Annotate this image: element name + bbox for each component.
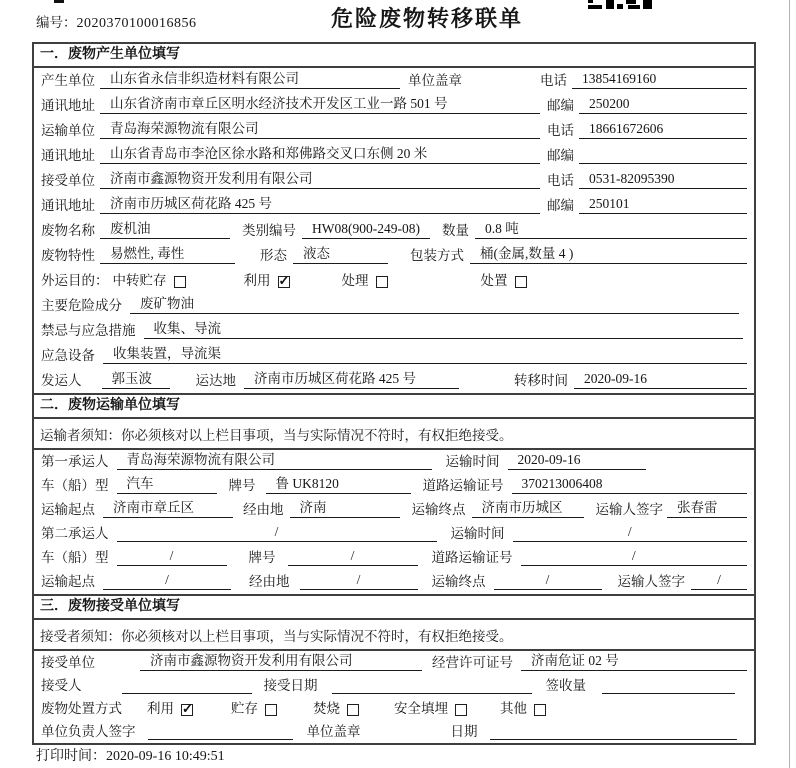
taboo-label: 禁忌与应急措施: [41, 323, 136, 338]
transfer-time-value: 2020-09-16: [574, 371, 747, 389]
checkbox-storage: [265, 704, 277, 716]
scan-artifact: [54, 0, 64, 3]
purpose-option-transfer: [113, 269, 186, 289]
option-label: 焚烧: [313, 701, 340, 716]
disposal-option-use: [147, 697, 193, 717]
transport-time-label: 运输时间: [445, 454, 500, 469]
address-label: 通讯地址: [41, 148, 95, 163]
option-label: 利用: [147, 701, 174, 716]
row-carrier1: [34, 450, 754, 474]
route-start-value: 济南市章丘区: [103, 496, 233, 518]
purpose-label: 外运目的：: [41, 273, 109, 288]
destination-label: 运达地: [195, 373, 236, 388]
carrier2-label: 第二承运人: [41, 526, 109, 541]
dispatcher-value: 郭玉波: [102, 367, 170, 389]
checkbox-treat: [376, 276, 388, 288]
road-license-label: 道路运输证号: [422, 478, 504, 493]
receive-person-label: 接受人: [41, 678, 82, 693]
receiver-zip: 250101: [579, 196, 747, 214]
vehicle-type-label: 车（船）型: [41, 550, 109, 565]
route-via-label: 经由地: [249, 574, 290, 589]
serial-number: [36, 11, 197, 32]
purpose-option-treat: [342, 269, 388, 289]
producer-value: 山东省永信非织造材料有限公司: [100, 67, 400, 89]
vehicle-type-value: /: [117, 548, 227, 566]
producer-phone: 13854169160: [572, 71, 747, 89]
receiver-notice: 接受者须知：你必须核对以上栏目事项，当与实际情况不符时，有权拒绝接受。: [34, 620, 754, 651]
carrier2-value: /: [117, 524, 437, 542]
category-value: HW08(900-249-08): [302, 221, 430, 239]
receiver-unit-label: 接受单位: [41, 173, 95, 188]
disposal-method-label: 废物处置方式: [41, 701, 122, 716]
packing-value: 桶(金属,数量 4 ): [470, 242, 747, 264]
phone-label: 电话: [547, 173, 574, 188]
business-license-value: 济南危证 02 号: [521, 649, 747, 671]
page-edge-line: [789, 0, 790, 768]
plate-label: 牌号: [248, 550, 276, 565]
row-disposal-method: [34, 697, 754, 720]
zip-label: 邮编: [547, 98, 574, 113]
row-hazard-component: [34, 293, 754, 318]
receiver-phone: 0531-82095390: [579, 171, 747, 189]
section3-heading: 三．废物接受单位填写: [34, 594, 754, 620]
responsible-sign-label: 单位负责人签字: [41, 724, 136, 739]
receive-date-value: [332, 679, 532, 694]
row-taboo-measures: [34, 318, 754, 343]
row-carrier2: [34, 522, 754, 546]
row-producer: [34, 68, 754, 93]
row-receiver-unit: [34, 168, 754, 193]
unit-stamp-label: 单位盖章: [306, 724, 361, 739]
unit-stamp-label: 单位盖章: [408, 73, 462, 88]
packing-label: 包装方式: [410, 248, 464, 263]
serial-value: 2020370100016856: [76, 16, 197, 31]
row-receive-person: [34, 674, 754, 697]
producer-label: 产生单位: [41, 73, 95, 88]
equipment-label: 应急设备: [41, 348, 95, 363]
producer-address-value: 山东省济南市章丘区明水经济技术开发区工业一路 501 号: [100, 92, 540, 114]
route-end-value: 济南市历城区: [472, 496, 584, 518]
producer-zip: 250200: [579, 96, 747, 114]
transporter-sign-value: /: [691, 572, 747, 590]
route-end-label: 运输终点: [431, 574, 486, 589]
phone-label: 电话: [547, 123, 574, 138]
transport-time-value: 2020-09-16: [508, 452, 646, 470]
serial-label: 编号：: [36, 15, 77, 30]
option-label: 处置: [480, 273, 508, 288]
section-producer: [34, 44, 754, 393]
route-end-value: /: [494, 572, 602, 590]
option-label: 利用: [243, 273, 271, 288]
row-responsible-signature: [34, 720, 754, 743]
row-route2: [34, 570, 754, 594]
row-route1: [34, 498, 754, 522]
row-purpose: [34, 268, 754, 293]
receive-person-value: [122, 679, 252, 694]
responsible-sign-value: [148, 725, 293, 740]
route-start-label: 运输起点: [41, 502, 95, 517]
address-label: 通讯地址: [41, 198, 95, 213]
plate-value: 鲁 UK8120: [266, 472, 411, 494]
print-time-value: 2020-09-16 10:49:51: [106, 749, 225, 764]
row-vehicle1: [34, 474, 754, 498]
qr-code-fragment: [588, 0, 652, 10]
route-via-label: 经由地: [243, 502, 284, 517]
checkbox-other: [534, 704, 546, 716]
transporter-sign-value: 张春雷: [667, 496, 747, 518]
disposal-option-storage: [231, 697, 277, 717]
checkbox-transfer-storage: [174, 276, 186, 288]
route-start-value: /: [103, 572, 231, 590]
carrier1-value: 青岛海荣源物流有限公司: [117, 448, 432, 470]
transport-phone: 18661672606: [579, 121, 747, 139]
section2-heading: 二．废物运输单位填写: [34, 393, 754, 419]
checkbox-use: [278, 276, 290, 288]
row-receiver-address: [34, 193, 754, 218]
route-end-label: 运输终点: [411, 502, 466, 517]
transport-address-value: 山东省青岛市李沧区徐水路和郑佛路交叉口东侧 20 米: [100, 142, 540, 164]
zip-label: 邮编: [547, 148, 574, 163]
address-label: 通讯地址: [41, 98, 95, 113]
transport-zip: [579, 149, 747, 164]
row-waste-name: [34, 218, 754, 243]
receipt-amount-value: [602, 679, 735, 694]
checkbox-landfill: [455, 704, 467, 716]
waste-property-value: 易燃性, 毒性: [100, 242, 235, 264]
checkbox-incinerate: [347, 704, 359, 716]
section-receiver: [34, 594, 754, 743]
print-time: [36, 745, 225, 765]
route-start-label: 运输起点: [41, 574, 95, 589]
road-license-label: 道路运输证号: [431, 550, 513, 565]
receiver-address-value: 济南市历城区荷花路 425 号: [100, 192, 540, 214]
category-label: 类别编号: [242, 223, 296, 238]
zip-label: 邮编: [547, 198, 574, 213]
page-title: 危险废物转移联单: [331, 6, 524, 31]
receive-unit-label: 接受单位: [41, 655, 95, 670]
carrier1-label: 第一承运人: [41, 454, 109, 469]
quantity-label: 数量: [442, 223, 469, 238]
taboo-value: 收集、导流: [144, 317, 744, 339]
purpose-option-use: [244, 269, 290, 289]
form-label: 形态: [260, 248, 287, 263]
row-dispatch: [34, 368, 754, 393]
print-time-label: 打印时间：: [36, 749, 106, 764]
destination-value: 济南市历城区荷花路 425 号: [244, 367, 459, 389]
manifest-table: [32, 42, 756, 745]
row-transport-address: [34, 143, 754, 168]
row-emergency-equipment: [34, 343, 754, 368]
disposal-option-incinerate: [313, 697, 359, 717]
transporter-sign-label: 运输人签字: [617, 574, 685, 589]
purpose-option-dispose: [481, 269, 527, 289]
receipt-amount-label: 签收量: [545, 678, 586, 693]
checkbox-use: [181, 704, 193, 716]
vehicle-type-value: 汽车: [117, 472, 217, 494]
road-license-value: /: [521, 548, 748, 566]
hazard-value: 废矿物油: [130, 292, 739, 314]
plate-value: /: [288, 548, 418, 566]
option-label: 中转贮存: [112, 273, 167, 288]
route-via-value: /: [300, 572, 418, 590]
disposal-option-other: [500, 697, 546, 717]
quantity-value: 0.8 吨: [475, 217, 747, 239]
checkbox-dispose: [515, 276, 527, 288]
transporter-notice: 运输者须知：你必须核对以上栏目事项，当与实际情况不符时，有权拒绝接受。: [34, 419, 754, 450]
transport-unit-label: 运输单位: [41, 123, 95, 138]
waste-name-label: 废物名称: [41, 223, 95, 238]
option-label: 安全填埋: [394, 701, 448, 716]
route-via-value: 济南: [290, 496, 400, 518]
disposal-option-landfill: [394, 697, 467, 717]
row-transport-unit: [34, 118, 754, 143]
vehicle-type-label: 车（船）型: [41, 478, 109, 493]
transfer-time-label: 转移时间: [514, 373, 568, 388]
hazard-label: 主要危险成分: [41, 298, 122, 313]
road-license-value: 370213006408: [512, 476, 748, 494]
row-waste-property: [34, 243, 754, 268]
section1-heading: 一．废物产生单位填写: [34, 44, 754, 68]
waste-name-value: 废机油: [100, 217, 230, 239]
dispatcher-label: 发运人: [41, 373, 82, 388]
row-vehicle2: [34, 546, 754, 570]
transport-time-label: 运输时间: [450, 526, 505, 541]
form-value: 液态: [293, 242, 388, 264]
row-receive-unit: [34, 651, 754, 674]
option-label: 贮存: [231, 701, 258, 716]
receive-unit-value: 济南市鑫源物资开发利用有限公司: [140, 649, 422, 671]
equipment-value: 收集装置，导流渠: [103, 342, 747, 364]
row-producer-address: [34, 93, 754, 118]
date-value: [490, 725, 738, 740]
transport-unit-value: 青岛海荣源物流有限公司: [100, 117, 540, 139]
date-label: 日期: [450, 724, 478, 739]
transporter-sign-label: 运输人签字: [595, 502, 663, 517]
section-transporter: [34, 393, 754, 594]
receiver-unit-value: 济南市鑫源物资开发利用有限公司: [100, 167, 540, 189]
option-label: 其他: [500, 701, 527, 716]
plate-label: 牌号: [228, 478, 256, 493]
transport-time-value: /: [513, 524, 748, 542]
option-label: 处理: [341, 273, 369, 288]
waste-property-label: 废物特性: [41, 248, 95, 263]
business-license-label: 经营许可证号: [432, 655, 513, 670]
receive-date-label: 接受日期: [263, 678, 318, 693]
phone-label: 电话: [540, 73, 567, 88]
